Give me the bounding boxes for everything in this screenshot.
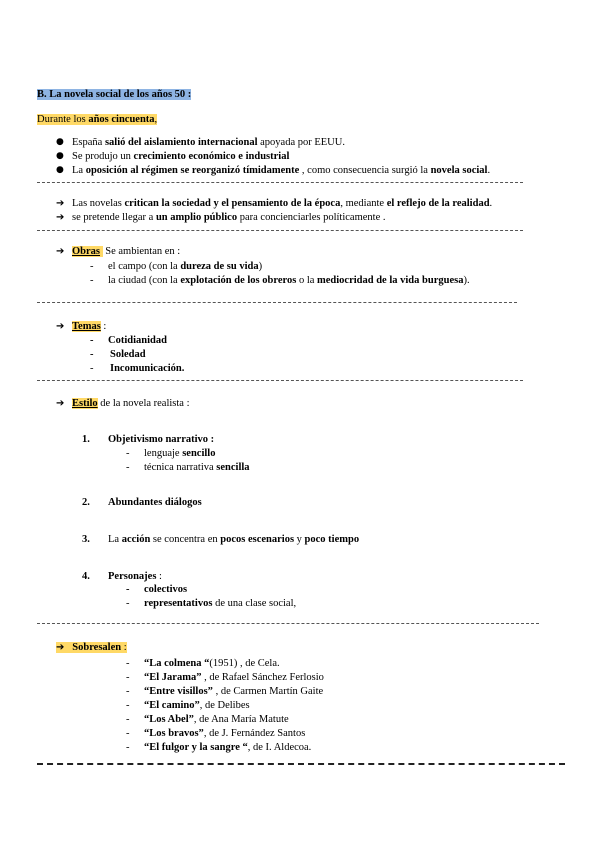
estilo-subitem: lenguaje sencillo [144,448,216,459]
work-item: “El camino”, de Delibes [144,700,250,711]
work-item: “Los bravos”, de J. Fernández Santos [144,728,306,739]
section-number: 1. [82,434,90,445]
bullet-icon: ● [56,165,64,175]
dash-mark: - [126,742,130,753]
divider [37,380,523,381]
estilo-subitem: representativos de una clase social, [144,598,297,609]
bullet-item: España salió del aislamiento internacional apoyada por EEUU. [72,137,345,148]
dash-mark: - [126,686,130,697]
dash-mark: - [90,261,94,272]
intro-line: Durante los años cincuenta, [37,114,158,125]
obras-heading: Obras Se ambientan en : [72,246,181,257]
work-item: “Entre visillos” , de Carmen Martín Gaite [144,686,324,697]
estilo-subitem: técnica narrativa sencilla [144,462,250,473]
section-number: 3. [82,534,90,545]
arrow-icon: ➔ [56,642,65,653]
arrow-icon: ➔ [56,246,65,257]
dash-mark: - [126,728,130,739]
bullet-item: Se produjo un crecimiento económico e industrial [72,151,290,162]
temas-item: Cotidianidad [108,335,167,346]
arrow-icon: ➔ [56,198,65,209]
divider [37,230,523,231]
arrow-icon: ➔ [56,398,65,409]
dash-mark: - [126,598,130,609]
dash-mark: - [90,349,94,360]
dash-mark: - [90,335,94,346]
work-item: “Los Abel”, de Ana María Matute [144,714,289,725]
estilo-heading: Estilo de la novela realista : [72,398,190,409]
dash-mark: - [126,448,130,459]
work-item: “El Jarama” , de Rafael Sánchez Ferlosio [144,672,324,683]
section-title: Abundantes diálogos [108,497,202,508]
dash-mark: - [126,700,130,711]
section-heading: B. La novela social de los años 50 : [37,89,192,100]
bullet-icon: ● [56,151,64,161]
section-title: Personajes : [108,571,162,582]
arrow-icon: ➔ [56,321,65,332]
work-item: “El fulgor y la sangre “, de I. Aldecoa. [144,742,312,753]
sobresalen-heading: ➔ Sobresalen : [56,642,127,653]
temas-item: Soledad [110,349,146,360]
dash-mark: - [126,672,130,683]
temas-item: Incomunicación. [110,363,185,374]
divider [37,623,539,624]
arrow-icon: ➔ [56,212,65,223]
section-number: 4. [82,571,90,582]
bullet-icon: ● [56,137,64,147]
work-item: “La colmena “(1951) , de Cela. [144,658,280,669]
bullet-item: La oposición al régimen se reorganizó tímidamente , como consecuencia surgió la novela social. [72,165,491,176]
dash-mark: - [126,462,130,473]
arrow-item: Las novelas critican la sociedad y el pensamiento de la época, mediante el reflejo de la realidad. [72,198,493,209]
obras-item: la ciudad (con la explotación de los obreros o la mediocridad de la vida burguesa). [108,275,470,286]
obras-item: el campo (con la dureza de su vida) [108,261,263,272]
divider [37,302,517,303]
section-title: Objetivismo narrativo : [108,434,215,445]
estilo-subitem: colectivos [144,584,188,595]
dash-mark: - [126,658,130,669]
dash-mark: - [126,584,130,595]
dash-mark: - [90,363,94,374]
arrow-item: se pretende llegar a un amplio público para concienciarles políticamente . [72,212,386,223]
divider [37,182,523,183]
divider [37,763,565,765]
dash-mark: - [126,714,130,725]
section-number: 2. [82,497,90,508]
section-title: La acción se concentra en pocos escenarios y poco tiempo [108,534,360,545]
dash-mark: - [90,275,94,286]
temas-heading: Temas : [72,321,107,332]
